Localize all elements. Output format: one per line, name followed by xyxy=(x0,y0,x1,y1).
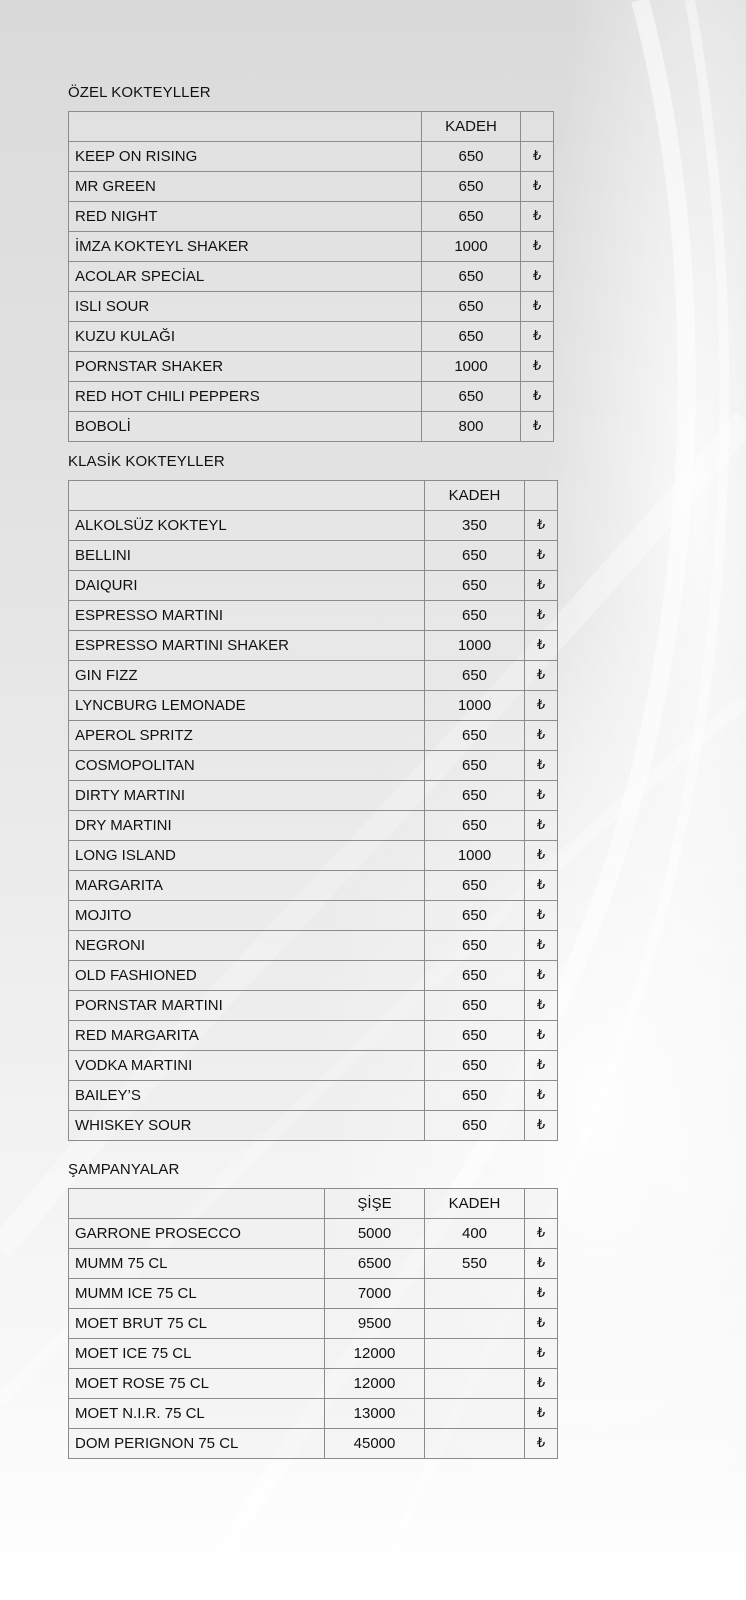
header-empty xyxy=(69,481,425,511)
currency-symbol: ₺ xyxy=(525,541,558,571)
item-name: COSMOPOLITAN xyxy=(69,751,425,781)
item-price-kadeh: 650 xyxy=(422,262,521,292)
item-price-kadeh: 650 xyxy=(425,871,525,901)
item-price-sise: 6500 xyxy=(325,1249,425,1279)
header-kadeh: KADEH xyxy=(422,112,521,142)
table-row xyxy=(69,172,554,202)
item-price-kadeh xyxy=(425,1279,525,1309)
table-row xyxy=(69,541,558,571)
table-row xyxy=(69,352,554,382)
currency-symbol: ₺ xyxy=(525,1399,558,1429)
currency-symbol: ₺ xyxy=(525,601,558,631)
item-name: İMZA KOKTEYL SHAKER xyxy=(69,232,422,262)
item-price-sise: 5000 xyxy=(325,1219,425,1249)
item-name: LONG ISLAND xyxy=(69,841,425,871)
item-price-kadeh: 650 xyxy=(422,202,521,232)
item-name: KUZU KULAĞI xyxy=(69,322,422,352)
table-row xyxy=(69,721,558,751)
item-name: ESPRESSO MARTINI SHAKER xyxy=(69,631,425,661)
item-price-sise: 45000 xyxy=(325,1429,425,1459)
item-price-kadeh: 650 xyxy=(425,781,525,811)
currency-symbol: ₺ xyxy=(521,322,554,352)
item-name: GARRONE PROSECCO xyxy=(69,1219,325,1249)
table-row xyxy=(69,1021,558,1051)
item-price-sise: 9500 xyxy=(325,1309,425,1339)
currency-symbol: ₺ xyxy=(521,202,554,232)
header-empty xyxy=(69,1189,325,1219)
table-row xyxy=(69,142,554,172)
table-row xyxy=(69,871,558,901)
item-price-kadeh: 650 xyxy=(422,142,521,172)
currency-symbol: ₺ xyxy=(521,292,554,322)
currency-symbol: ₺ xyxy=(525,961,558,991)
currency-symbol: ₺ xyxy=(525,511,558,541)
item-name: DRY MARTINI xyxy=(69,811,425,841)
item-name: MARGARITA xyxy=(69,871,425,901)
table-row xyxy=(69,571,558,601)
item-price-kadeh: 650 xyxy=(425,1021,525,1051)
currency-symbol: ₺ xyxy=(525,781,558,811)
currency-symbol: ₺ xyxy=(525,571,558,601)
item-price-kadeh: 650 xyxy=(425,991,525,1021)
table-row xyxy=(69,751,558,781)
item-price-kadeh: 1000 xyxy=(425,841,525,871)
table-row xyxy=(69,262,554,292)
header-currency xyxy=(525,1189,558,1219)
table-row xyxy=(69,1111,558,1141)
item-name: OLD FASHIONED xyxy=(69,961,425,991)
currency-symbol: ₺ xyxy=(521,352,554,382)
item-name: NEGRONI xyxy=(69,931,425,961)
item-name: RED NIGHT xyxy=(69,202,422,232)
item-price-kadeh: 800 xyxy=(422,412,521,442)
item-name: RED HOT CHILI PEPPERS xyxy=(69,382,422,412)
item-price-kadeh: 650 xyxy=(425,1051,525,1081)
currency-symbol: ₺ xyxy=(525,1051,558,1081)
item-price-kadeh: 650 xyxy=(425,601,525,631)
item-name: RED MARGARITA xyxy=(69,1021,425,1051)
item-price-kadeh: 650 xyxy=(422,172,521,202)
table-row xyxy=(69,661,558,691)
table-row xyxy=(69,1369,558,1399)
item-price-sise: 13000 xyxy=(325,1399,425,1429)
table-row xyxy=(69,1339,558,1369)
table-row xyxy=(69,931,558,961)
item-price-kadeh: 650 xyxy=(425,541,525,571)
header-currency xyxy=(525,481,558,511)
currency-symbol: ₺ xyxy=(525,1081,558,1111)
table-row xyxy=(69,991,558,1021)
item-name: ALKOLSÜZ KOKTEYL xyxy=(69,511,425,541)
ozel-kokteyller-table xyxy=(68,111,554,442)
table-row xyxy=(69,1309,558,1339)
item-price-kadeh: 650 xyxy=(425,661,525,691)
item-name: MUMM ICE 75 CL xyxy=(69,1279,325,1309)
item-price-kadeh: 650 xyxy=(422,382,521,412)
table-row xyxy=(69,1279,558,1309)
header-kadeh: KADEH xyxy=(425,481,525,511)
table-row xyxy=(69,292,554,322)
table-row xyxy=(69,1051,558,1081)
table-row xyxy=(69,1081,558,1111)
item-price-kadeh: 650 xyxy=(425,931,525,961)
item-name: MOET ICE 75 CL xyxy=(69,1339,325,1369)
item-price-kadeh: 650 xyxy=(425,571,525,601)
sampanyalar-table xyxy=(68,1188,558,1459)
table-row xyxy=(69,901,558,931)
table-row xyxy=(69,322,554,352)
section-title-sampanya: ŞAMPANYALAR xyxy=(68,1161,180,1178)
currency-symbol: ₺ xyxy=(521,412,554,442)
table-row xyxy=(69,1249,558,1279)
currency-symbol: ₺ xyxy=(525,691,558,721)
section-title-ozel: ÖZEL KOKTEYLLER xyxy=(68,84,211,101)
item-name: DIRTY MARTINI xyxy=(69,781,425,811)
currency-symbol: ₺ xyxy=(521,172,554,202)
currency-symbol: ₺ xyxy=(525,991,558,1021)
currency-symbol: ₺ xyxy=(525,1309,558,1339)
header-empty xyxy=(69,112,422,142)
currency-symbol: ₺ xyxy=(525,841,558,871)
item-price-sise: 12000 xyxy=(325,1369,425,1399)
klasik-kokteyller-table xyxy=(68,480,558,1141)
item-name: MOET N.I.R. 75 CL xyxy=(69,1399,325,1429)
item-name: BOBOLİ xyxy=(69,412,422,442)
item-price-kadeh: 650 xyxy=(425,901,525,931)
item-price-kadeh: 1000 xyxy=(422,232,521,262)
item-price-kadeh xyxy=(425,1429,525,1459)
item-name: MOET ROSE 75 CL xyxy=(69,1369,325,1399)
item-price-kadeh: 650 xyxy=(425,751,525,781)
item-name: MUMM 75 CL xyxy=(69,1249,325,1279)
item-name: ACOLAR SPECİAL xyxy=(69,262,422,292)
table-row xyxy=(69,1219,558,1249)
item-name: ISLI SOUR xyxy=(69,292,422,322)
table-row xyxy=(69,841,558,871)
header-currency xyxy=(521,112,554,142)
table-header-row xyxy=(69,481,558,511)
item-name: DAIQURI xyxy=(69,571,425,601)
header-sise: ŞİŞE xyxy=(325,1189,425,1219)
table-row xyxy=(69,961,558,991)
item-name: PORNSTAR MARTINI xyxy=(69,991,425,1021)
table-row xyxy=(69,382,554,412)
currency-symbol: ₺ xyxy=(525,1021,558,1051)
currency-symbol: ₺ xyxy=(521,232,554,262)
currency-symbol: ₺ xyxy=(521,262,554,292)
table-header-row xyxy=(69,1189,558,1219)
item-name: WHISKEY SOUR xyxy=(69,1111,425,1141)
item-name: MR GREEN xyxy=(69,172,422,202)
currency-symbol: ₺ xyxy=(525,1279,558,1309)
table-row xyxy=(69,412,554,442)
item-price-kadeh: 350 xyxy=(425,511,525,541)
item-name: MOET BRUT 75 CL xyxy=(69,1309,325,1339)
currency-symbol: ₺ xyxy=(525,931,558,961)
item-price-kadeh: 650 xyxy=(425,721,525,751)
table-row xyxy=(69,811,558,841)
table-row xyxy=(69,691,558,721)
item-name: MOJITO xyxy=(69,901,425,931)
currency-symbol: ₺ xyxy=(525,1219,558,1249)
currency-symbol: ₺ xyxy=(525,1111,558,1141)
header-kadeh: KADEH xyxy=(425,1189,525,1219)
currency-symbol: ₺ xyxy=(521,142,554,172)
item-price-kadeh: 650 xyxy=(425,1081,525,1111)
item-name: VODKA MARTINI xyxy=(69,1051,425,1081)
item-price-kadeh: 400 xyxy=(425,1219,525,1249)
currency-symbol: ₺ xyxy=(525,751,558,781)
item-price-kadeh: 650 xyxy=(425,811,525,841)
item-price-sise: 7000 xyxy=(325,1279,425,1309)
item-name: KEEP ON RISING xyxy=(69,142,422,172)
table-row xyxy=(69,631,558,661)
table-row xyxy=(69,511,558,541)
item-price-kadeh xyxy=(425,1369,525,1399)
item-name: BELLINI xyxy=(69,541,425,571)
item-price-kadeh: 1000 xyxy=(425,631,525,661)
item-price-kadeh: 650 xyxy=(425,961,525,991)
item-price-kadeh: 650 xyxy=(422,292,521,322)
section-title-klasik: KLASİK KOKTEYLLER xyxy=(68,453,225,470)
item-price-kadeh xyxy=(425,1339,525,1369)
currency-symbol: ₺ xyxy=(525,721,558,751)
currency-symbol: ₺ xyxy=(525,1249,558,1279)
table-row xyxy=(69,1429,558,1459)
item-price-kadeh xyxy=(425,1399,525,1429)
currency-symbol: ₺ xyxy=(525,1369,558,1399)
item-name: PORNSTAR SHAKER xyxy=(69,352,422,382)
item-price-sise: 12000 xyxy=(325,1339,425,1369)
currency-symbol: ₺ xyxy=(525,871,558,901)
currency-symbol: ₺ xyxy=(525,811,558,841)
item-price-kadeh: 650 xyxy=(422,322,521,352)
currency-symbol: ₺ xyxy=(525,631,558,661)
item-price-kadeh: 550 xyxy=(425,1249,525,1279)
item-name: GIN FIZZ xyxy=(69,661,425,691)
table-row xyxy=(69,202,554,232)
item-name: APEROL SPRITZ xyxy=(69,721,425,751)
currency-symbol: ₺ xyxy=(525,901,558,931)
table-row xyxy=(69,1399,558,1429)
item-price-kadeh: 650 xyxy=(425,1111,525,1141)
item-name: LYNCBURG LEMONADE xyxy=(69,691,425,721)
currency-symbol: ₺ xyxy=(521,382,554,412)
table-header-row xyxy=(69,112,554,142)
item-name: BAILEY’S xyxy=(69,1081,425,1111)
table-row xyxy=(69,601,558,631)
item-price-kadeh: 1000 xyxy=(425,691,525,721)
item-price-kadeh xyxy=(425,1309,525,1339)
table-row xyxy=(69,781,558,811)
item-name: ESPRESSO MARTINI xyxy=(69,601,425,631)
item-name: DOM PERIGNON 75 CL xyxy=(69,1429,325,1459)
currency-symbol: ₺ xyxy=(525,1339,558,1369)
currency-symbol: ₺ xyxy=(525,1429,558,1459)
item-price-kadeh: 1000 xyxy=(422,352,521,382)
currency-symbol: ₺ xyxy=(525,661,558,691)
table-row xyxy=(69,232,554,262)
